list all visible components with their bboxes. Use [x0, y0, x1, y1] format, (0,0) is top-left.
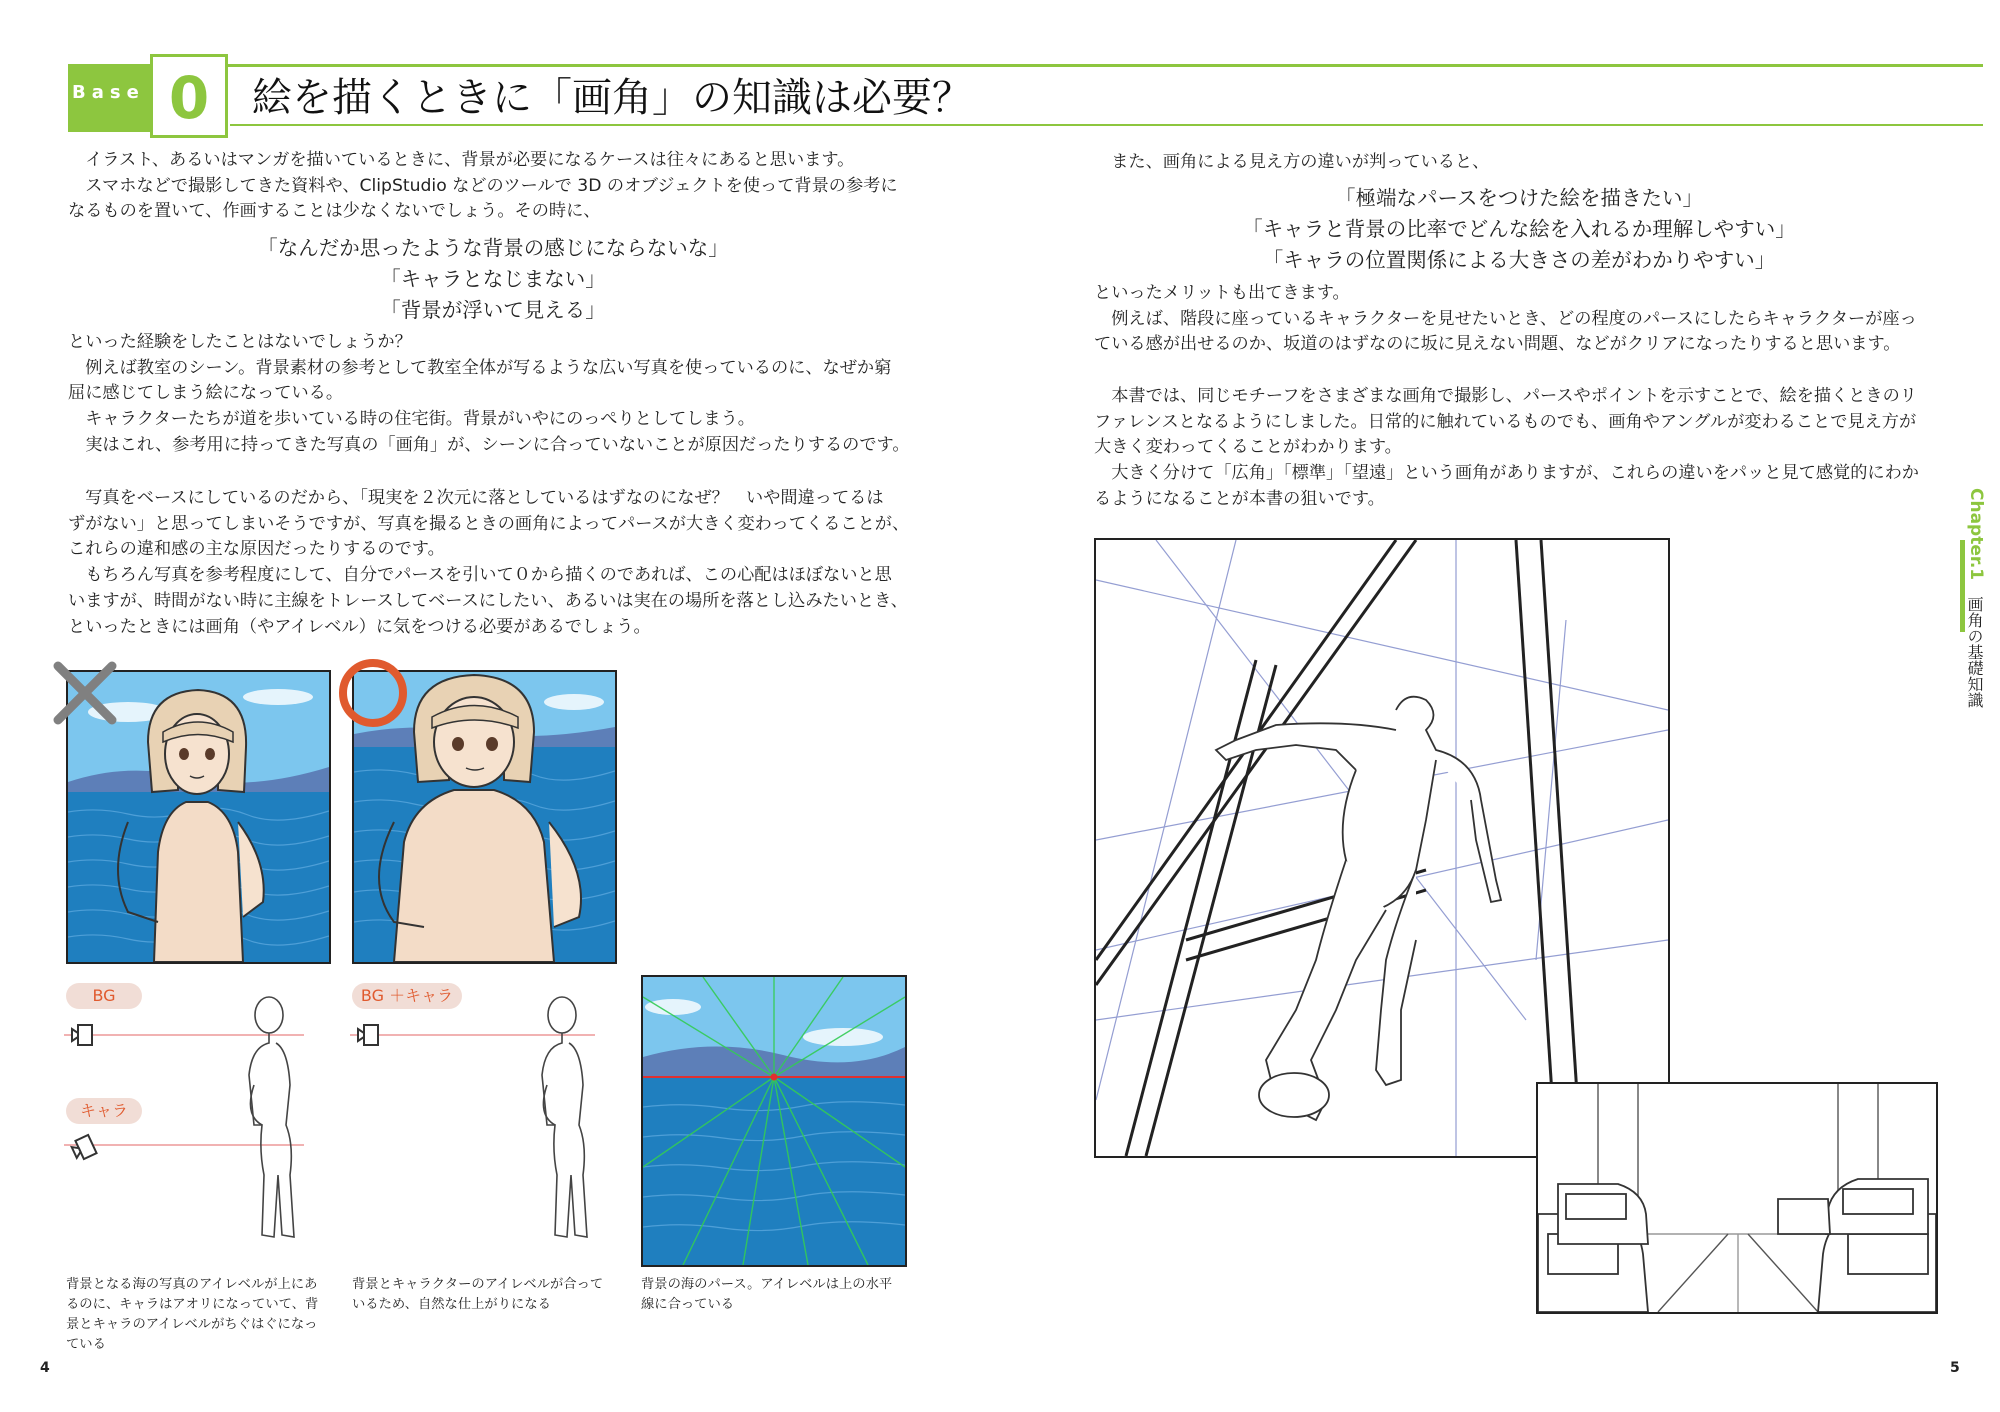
circle-mark-icon [336, 656, 410, 730]
side-tab-chapter: Chapter.1 [1966, 488, 1986, 581]
base-number: 0 [168, 64, 210, 132]
base-label: Base [72, 82, 145, 103]
page-title: 絵を描くときに「画角」の知識は必要？ [252, 75, 972, 121]
left-paragraph-1: イラスト、あるいはマンガを描いているときに、背景が必要になるケースは往々にあると思います。 スマホなどで撮影してきた資料や、ClipStudio などのツールで 3D のオブジェクトを使って背景の参考に なるものを置いて、作画することは少なくないでしょう。その時に、 [68, 150, 898, 222]
perspective-sketch-panel [1094, 538, 1670, 1158]
header-top-rule [68, 64, 1983, 67]
page-number-right: 5 [1950, 1360, 1960, 1376]
right-quote-1: 「極端なパースをつけた絵を描きたい」 [1335, 186, 1703, 210]
pill-chara: キャラ [66, 1098, 142, 1124]
left-quote-2: 「キャラとなじまない」 [380, 267, 606, 291]
side-tab-title: 画角の基礎知識 [1965, 596, 1984, 708]
left-paragraph-3: 写真をベースにしているのだから、「現実を２次元に落としているはずなのになぜ？ いや間違ってるは ずがない」と思ってしまいそうですが、写真を撮るときの画角によってパースが大きく変わってくることが、 これらの違和感の主な原因だったりするのです。 もちろん写真を参考程度にして、自分でパースを引いて０から描くのであれば、この心配はほぼないと思 いますが、時間がない時に主線をトレースしてベースにしたい、あるいは実在の場所を落とし込みたいとき、 といったときには画角（やアイレベル）に気をつける必要があるでしょう。 [68, 488, 910, 637]
page-number-left: 4 [40, 1360, 50, 1376]
eye-level-diagram-mismatch [64, 975, 314, 1255]
pill-bg-chara: BG ＋キャラ [352, 983, 462, 1009]
right-paragraph-3: 本書では、同じモチーフをさまざまな画角で撮影し、パースやポイントを示すことで、絵を描くときのリ ファレンスとなるようにしました。日常的に触れているものでも、画角やアングルが変わることで見え方が 大きく変わってくることがわかります。 大きく分けて「広角」「標準」「望遠」という画角がありますが、これらの違いをパッと見て感覚的にわか るようになることが本書の狙いです。 [1094, 386, 1919, 509]
left-quote-1: 「なんだか思ったような背景の感じにならないな」 [257, 236, 729, 260]
left-quote-3: 「背景が浮いて見える」 [380, 298, 606, 322]
right-paragraph-2: といったメリットも出てきます。 例えば、階段に座っているキャラクターを見せたいとき、どの程度のパースにしたらキャラクターが座っ ている感が出せるのか、坂道のはずなのに坂に見えない問題、などがクリアになったりすると思います。 [1094, 283, 1917, 355]
cross-mark-icon [50, 658, 120, 728]
pill-bg: BG [66, 983, 142, 1009]
right-paragraph-1: また、画角による見え方の違いが判っていると、 [1094, 152, 1490, 172]
right-quote-3: 「キャラの位置関係による大きさの差がわかりやすい」 [1262, 248, 1776, 272]
caption-mismatch: 背景となる海の写真のアイレベルが上にあ るのに、キャラはアオリになっていて、背 景とキャラのアイレベルがちぐはぐになっ ている [66, 1277, 319, 1352]
right-quote-2: 「キャラと背景の比率でどんな絵を入れるか理解しやすい」 [1242, 217, 1796, 241]
street-sketch-panel [1536, 1082, 1938, 1314]
caption-match: 背景とキャラクターのアイレベルが合って いるため、自然な仕上がりになる [352, 1277, 604, 1312]
sea-perspective-panel [641, 975, 907, 1267]
caption-sea-perspective: 背景の海のパース。アイレベルは上の水平 線に合っている [641, 1277, 893, 1312]
left-paragraph-2: といった経験をしたことはないでしょうか？ 例えば教室のシーン。背景素材の参考として教室全体が写るような広い写真を使っているのに、なぜか窮 屈に感じてしまう絵になっている。 キャラクターたちが道を歩いている時の住宅街。背景がいやにのっぺりとしてしまう。 実はこれ、参考用に持ってきた写真の「画角」が、シーンに合っていないことが原因だったりするのです。 [68, 332, 910, 455]
eye-level-diagram-match [350, 975, 610, 1255]
